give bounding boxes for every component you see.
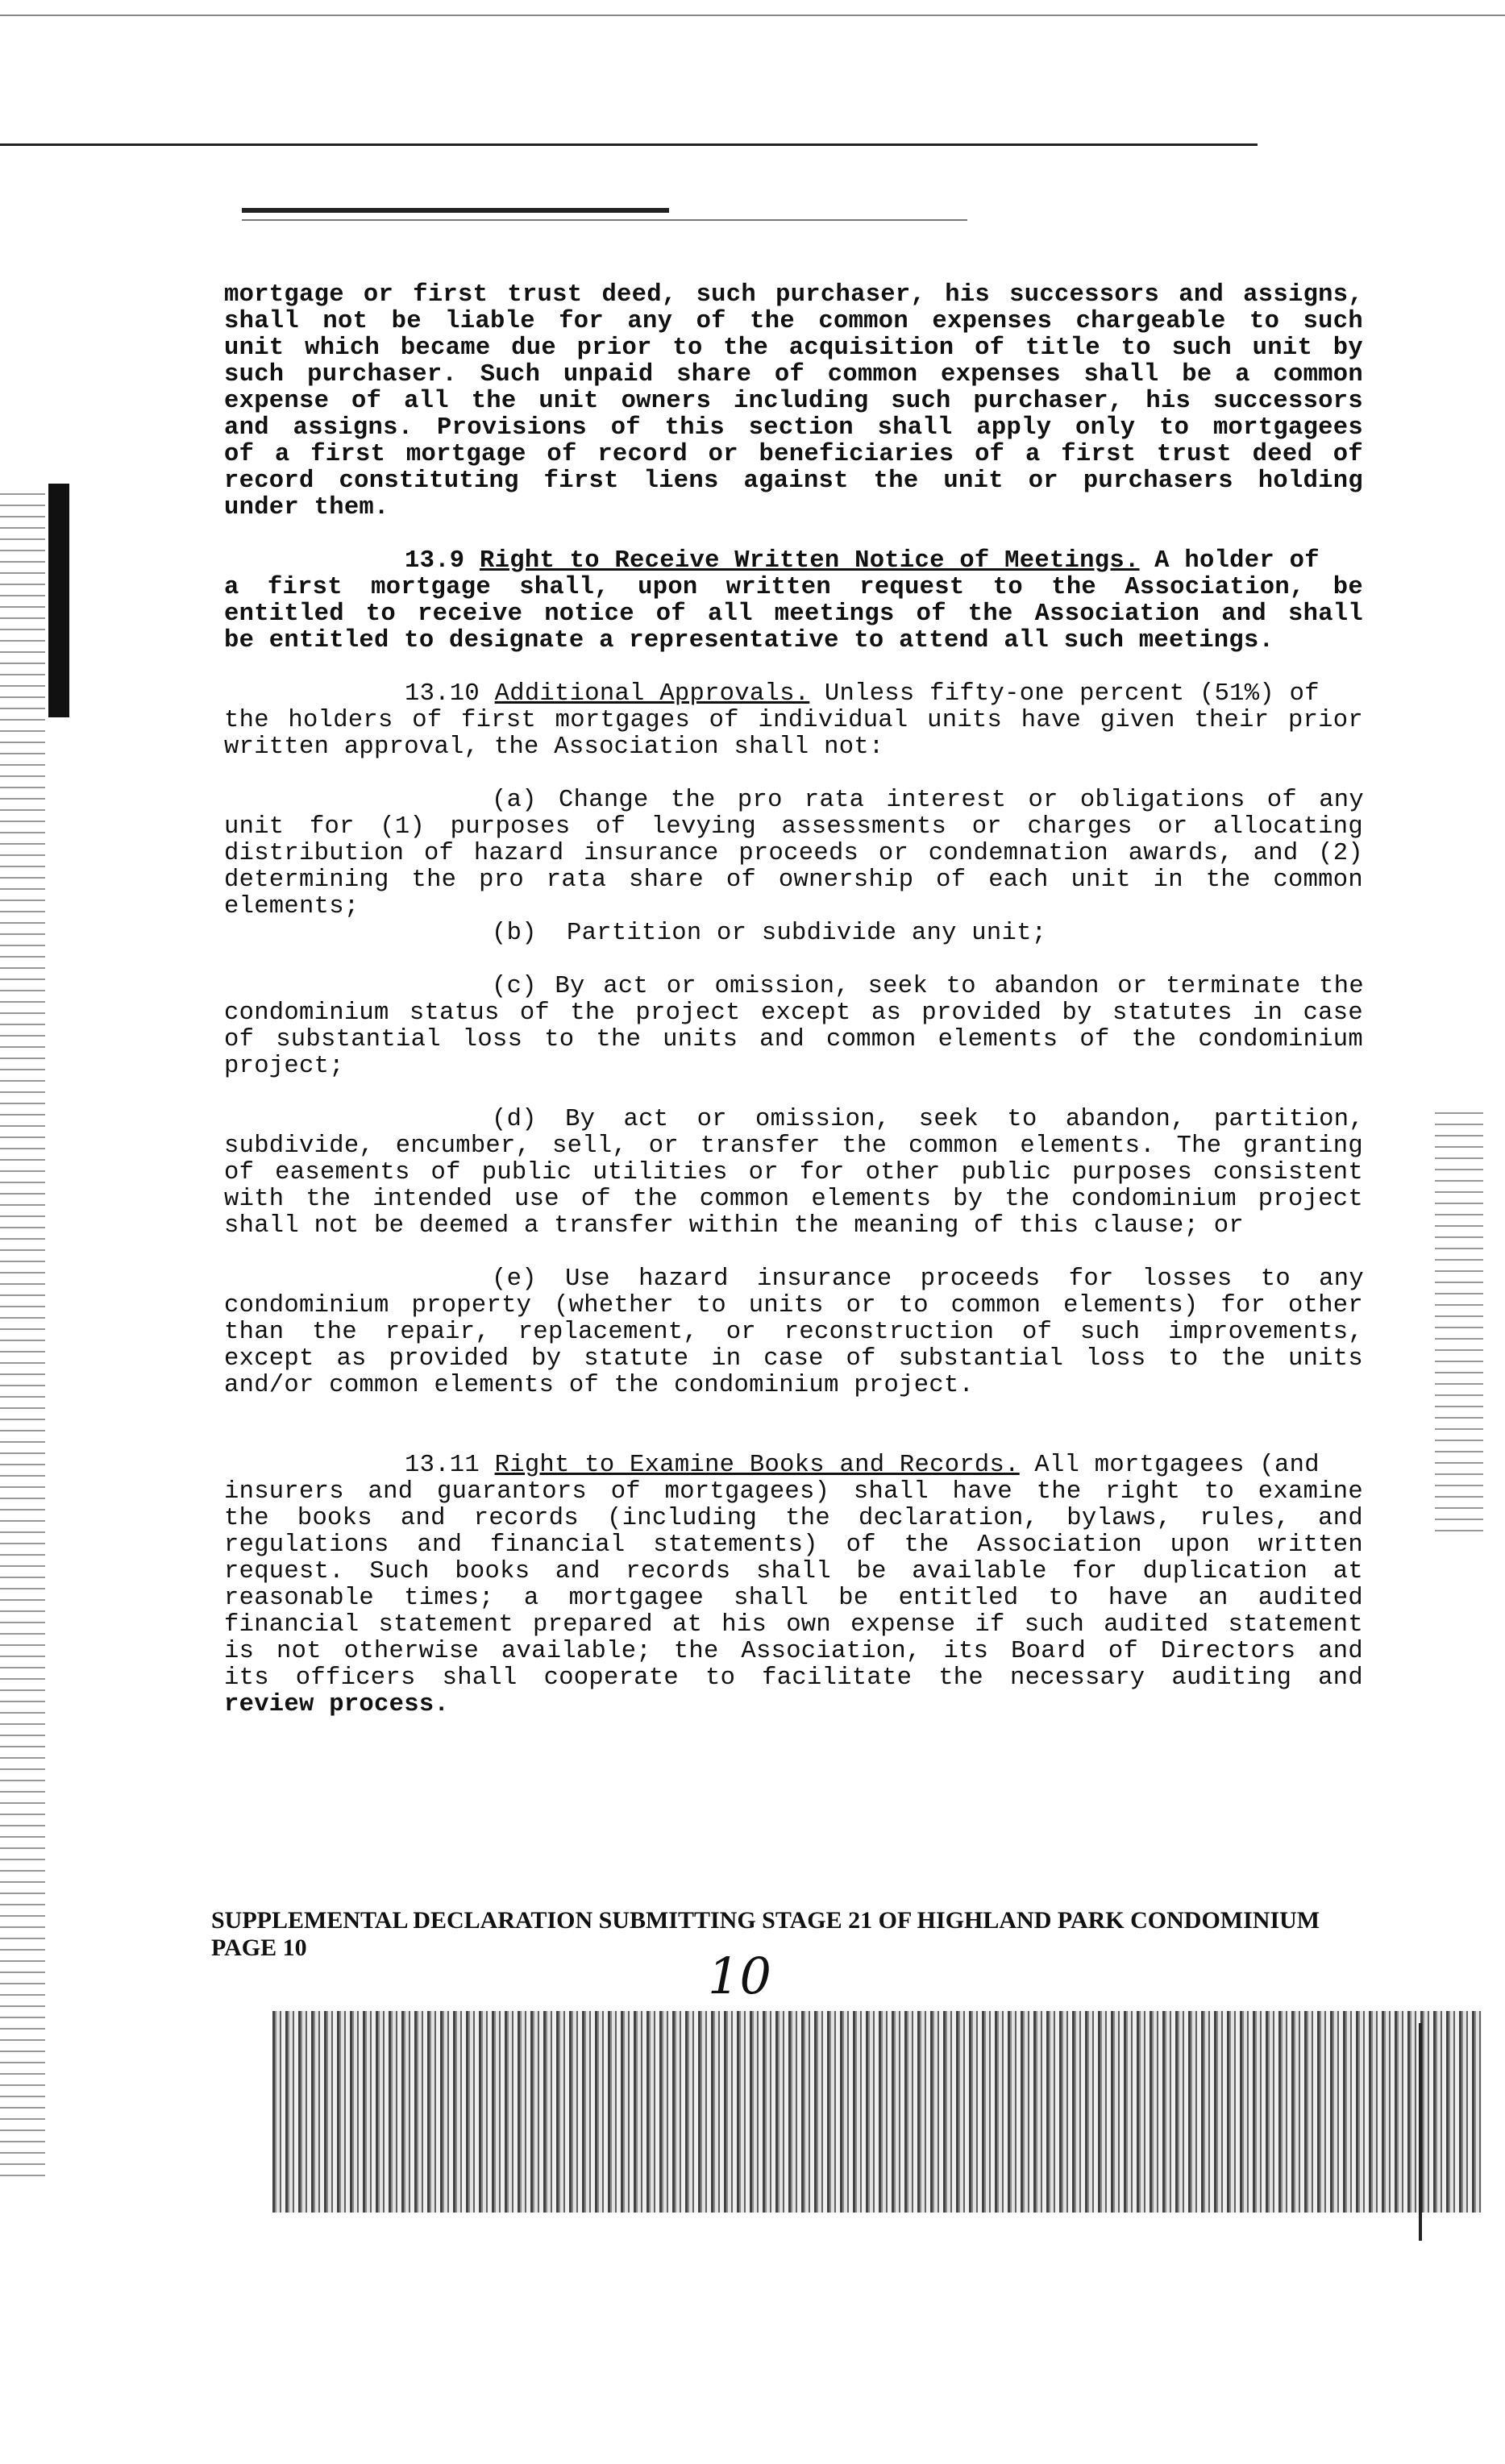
section-13-11-line-7: is not otherwise available; the Association, its Board of Directors and: [224, 1638, 1363, 1665]
section-13-9-line-2: entitled to receive notice of all meetings of the Association and shall: [224, 600, 1363, 628]
p13-8-line-1: mortgage or first trust deed, such purchaser, his successors and assigns,: [224, 281, 1363, 309]
p13-8-line-7: of a first mortgage of record or beneficiaries of a first trust deed of: [224, 441, 1363, 468]
item-e-line-4: except as provided by statute in case of substantial loss to the units: [224, 1345, 1363, 1373]
scan-rule-top-4: [242, 219, 967, 221]
section-13-11-heading: Right to Examine Books and Records.: [494, 1452, 1020, 1479]
footer-page-label: PAGE 10: [211, 1934, 307, 1961]
scan-rule-top-1: [0, 15, 1505, 16]
p13-8-line-6: and assigns. Provisions of this section shall apply only to mortgagees: [224, 414, 1363, 442]
scan-right-margin-marks: [1435, 1112, 1483, 1531]
section-13-11-first-line-rest: All mortgagees (and: [1019, 1452, 1320, 1479]
scan-rule-top-3: [242, 208, 669, 213]
item-a-line-3: distribution of hazard insurance proceeds or condemnation awards, and (2): [224, 840, 1363, 867]
item-a-line-5: elements;: [224, 893, 360, 920]
section-13-10-first-line: [405, 681, 1364, 708]
section-13-11-number: 13.11: [405, 1452, 480, 1479]
section-13-11-line-1: insurers and guarantors of mortgagees) shall have the right to examine: [224, 1478, 1363, 1506]
p13-8-line-8: record constituting first liens against the unit or purchasers holding: [224, 467, 1363, 495]
item-c-line-2: condominium status of the project except as provided by statutes in case: [224, 999, 1363, 1027]
item-e-line-3: than the repair, replacement, or reconstruction of such improvements,: [224, 1319, 1363, 1346]
item-d-line-5: shall not be deemed a transfer within the meaning of this clause; or: [224, 1212, 1245, 1240]
p13-8-line-4: such purchaser. Such unpaid share of common expenses shall be a common: [224, 361, 1363, 389]
section-13-9-heading: Right to Receive Written Notice of Meetings.: [480, 547, 1140, 575]
p13-8-line-2: shall not be liable for any of the common expenses chargeable to such: [224, 308, 1363, 335]
section-13-9-line-3: be entitled to designate a representative to attend all such meetings.: [224, 627, 1274, 654]
section-13-11-first-line: [405, 1452, 1364, 1479]
item-c-line-3: of substantial loss to the units and common elements of the condominium: [224, 1026, 1363, 1053]
p13-8-line-5: expense of all the unit owners including such purchaser, his successors: [224, 388, 1363, 415]
item-e-line-5: and/or common elements of the condominium project.: [224, 1372, 975, 1399]
section-13-9-line-1: a first mortgage shall, upon written request to the Association, be: [224, 574, 1363, 601]
item-b: (b) Partition or subdivide any unit;: [492, 920, 1047, 947]
scan-rule-top-2: [0, 143, 1258, 146]
scan-left-bar: [48, 484, 69, 717]
section-13-10-number: 13.10: [405, 680, 480, 708]
item-a-line-4: determining the pro rata share of ownership of each unit in the common: [224, 866, 1363, 894]
p13-8-line-3: unit which became due prior to the acquisition of title to such unit by: [224, 334, 1363, 362]
footer-title: SUPPLEMENTAL DECLARATION SUBMITTING STAGE 21 OF HIGHLAND PARK CONDOMINIUM: [211, 1907, 1320, 1934]
section-13-11-line-9: review process.: [224, 1691, 450, 1718]
item-d-line-1: (d) By act or omission, seek to abandon, partition,: [492, 1106, 1364, 1133]
item-a-line-1: (a) Change the pro rata interest or obligations of any: [492, 787, 1364, 814]
section-13-9-first-line: [405, 548, 1364, 575]
item-d-line-4: with the intended use of the common elements by the condominium project: [224, 1186, 1363, 1213]
item-d-line-3: of easements of public utilities or for other public purposes consistent: [224, 1159, 1363, 1186]
item-e-line-1: (e) Use hazard insurance proceeds for losses to any: [492, 1265, 1364, 1293]
section-13-9-first-line-rest: A holder of: [1139, 547, 1320, 575]
item-a-line-2: unit for (1) purposes of levying assessments or charges or allocating: [224, 813, 1363, 841]
section-13-11-line-8: its officers shall cooperate to facilitate the necessary auditing and: [224, 1664, 1363, 1692]
section-13-10-line-2: written approval, the Association shall not:: [224, 733, 884, 761]
section-13-11-line-4: request. Such books and records shall be available for duplication at: [224, 1558, 1363, 1585]
section-13-9-number: 13.9: [405, 547, 465, 575]
section-13-11-line-3: regulations and financial statements) of the Association upon written: [224, 1531, 1363, 1559]
scan-bottom-noise: [272, 2011, 1482, 2213]
p13-8-line-9: under them.: [224, 494, 389, 521]
section-13-10-heading: Additional Approvals.: [494, 680, 810, 708]
scan-left-margin-marks: [0, 484, 45, 2176]
scan-bottom-rule: [1419, 2023, 1422, 2241]
item-c-line-4: project;: [224, 1053, 344, 1080]
section-13-11-line-2: the books and records (including the declaration, bylaws, rules, and: [224, 1505, 1363, 1532]
section-13-11-line-6: financial statement prepared at his own expense if such audited statement: [224, 1611, 1363, 1639]
item-e-line-2: condominium property (whether to units or to common elements) for other: [224, 1292, 1363, 1319]
item-c-line-1: (c) By act or omission, seek to abandon or terminate the: [492, 973, 1364, 1000]
section-13-11-line-5: reasonable times; a mortgagee shall be entitled to have an audited: [224, 1585, 1363, 1612]
section-13-10-line-1: the holders of first mortgages of individual units have given their prior: [224, 707, 1363, 734]
handwritten-page-number: 10: [708, 1947, 771, 2005]
item-d-line-2: subdivide, encumber, sell, or transfer the common elements. The granting: [224, 1132, 1363, 1160]
section-13-10-first-line-rest: Unless fifty-one percent (51%) of: [809, 680, 1320, 708]
